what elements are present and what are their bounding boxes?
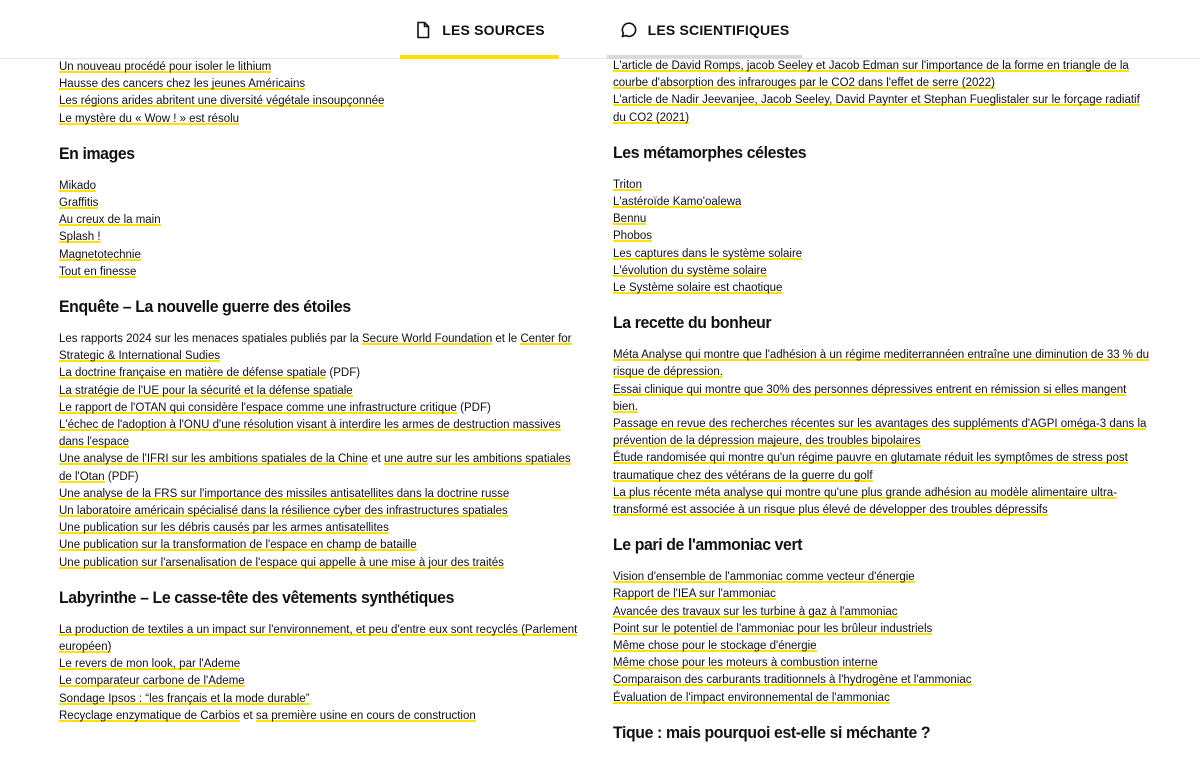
source-link[interactable]: Comparaison des carburants traditionnels à l'hydrogène et l'ammoniac — [613, 674, 972, 687]
chat-bubble-icon — [620, 21, 638, 39]
list-item — [59, 59, 579, 76]
source-link[interactable]: Rapport de l'IEA sur l'ammoniac — [613, 588, 776, 601]
right-column — [613, 58, 1153, 757]
list-item — [613, 690, 1153, 707]
section-heading-tique: Tique : mais pourquoi est-elle si méchante ? — [613, 722, 931, 742]
source-link[interactable]: La plus récente méta analyse qui montre qu'une plus grande adhésion au modèle alimentaire ultra-transformé est associée à un risque plus élevé de développer des troubles dépressifs — [613, 486, 1118, 517]
list-item — [59, 503, 579, 520]
list-item — [59, 247, 579, 264]
source-link[interactable]: Center for Strategic & International Sudies — [59, 333, 572, 363]
list-item — [613, 450, 1153, 484]
source-link[interactable]: Secure World Foundation — [362, 333, 493, 346]
list-item — [59, 691, 579, 708]
text-fragment: et — [239, 709, 256, 722]
list-item — [59, 520, 579, 537]
list-item — [59, 76, 579, 93]
source-link[interactable]: Magnetotechnie — [59, 248, 141, 261]
source-link[interactable]: L'évolution du système solaire — [613, 264, 767, 277]
source-link[interactable]: L'astéroïde Kamo'oalewa — [613, 196, 742, 209]
labyrinthe-list — [59, 622, 579, 725]
list-item — [59, 93, 579, 110]
source-link[interactable]: Le revers de mon look, par l'Ademe — [59, 658, 241, 671]
section-heading-bonheur: La recette du bonheur — [613, 313, 772, 333]
text-fragment: Les rapports 2024 sur les menaces spatiales publiés par la — [59, 333, 363, 346]
list-item — [613, 672, 1153, 689]
tab-scientists[interactable] — [607, 0, 802, 59]
list-item — [613, 569, 1153, 586]
section-heading-ammoniac: Le pari de l'ammoniac vert — [613, 535, 803, 555]
document-icon — [414, 21, 432, 39]
enquete-list — [59, 331, 579, 572]
source-link[interactable]: Une publication sur la transformation de l'espace en champ de bataille — [59, 539, 417, 552]
list-item — [59, 212, 579, 229]
source-link[interactable]: Passage en revue des recherches récentes sur les avantages des suppléments d'AGPI oméga-3 dans la prévention de la dépression majeure, des troubles bipolaires — [613, 418, 1147, 448]
source-link[interactable]: Les régions arides abritent une diversité végétale insoupçonnée — [59, 95, 385, 108]
text-fragment: (PDF) — [326, 367, 361, 380]
source-link[interactable]: L'échec de l'adoption à l'ONU d'une résolution visant à interdire les armes de destruction massives dans l'espace — [59, 419, 561, 449]
list-item — [59, 555, 579, 572]
section-heading-en-images: En images — [59, 143, 135, 163]
source-link[interactable]: Recyclage enzymatique de Carbios — [59, 709, 240, 722]
source-link[interactable]: Même chose pour les moteurs à combustion interne — [613, 657, 878, 670]
source-link[interactable]: Avancée des travaux sur les turbine à gaz à l'ammoniac — [613, 605, 898, 618]
source-link[interactable]: La doctrine française en matière de défense spatiale — [59, 367, 327, 380]
source-link[interactable]: Une analyse de l'IFRI sur les ambitions spatiales de la Chine — [59, 453, 369, 466]
section-heading-labyrinthe: Labyrinthe – Le casse-tête des vêtements synthétiques — [59, 587, 455, 607]
list-item — [59, 451, 579, 485]
list-item — [59, 331, 579, 365]
list-item — [613, 92, 1153, 126]
source-link[interactable]: Le Système solaire est chaotique — [613, 282, 783, 295]
list-item — [613, 638, 1153, 655]
text-fragment: (PDF) — [456, 401, 491, 414]
tab-sources-label: LES SOURCES — [442, 21, 545, 38]
list-item — [613, 416, 1153, 450]
source-link[interactable]: Tout en finesse — [59, 265, 137, 278]
list-item — [613, 382, 1153, 416]
source-link[interactable]: Graffitis — [59, 197, 99, 210]
source-link[interactable]: La production de textiles a un impact sur l'environnement, et peu d'entre eux sont recyclés (Parlement européen) — [59, 623, 578, 654]
source-link[interactable]: L'article de Nadir Jeevanjee, Jacob Seeley, David Paynter et Stephan Fueglistaler sur le forçage radiatif du CO2 (2021) — [613, 94, 1140, 124]
list-item — [59, 417, 579, 451]
list-item — [613, 347, 1153, 381]
list-item — [613, 177, 1153, 194]
tab-sources[interactable] — [400, 0, 559, 59]
source-link[interactable]: une autre sur les ambitions spatiales de l'Otan — [59, 453, 571, 483]
list-item — [59, 111, 579, 128]
section-heading-enquete: Enquête – La nouvelle guerre des étoiles — [59, 297, 351, 317]
list-item — [59, 365, 579, 382]
list-item — [613, 621, 1153, 638]
source-link[interactable]: Une publication sur l'arsenalisation de l'espace qui appelle à une mise à jour des traités — [59, 556, 504, 569]
text-fragment: (PDF) — [104, 470, 139, 483]
list-item — [613, 604, 1153, 621]
left-column — [59, 59, 579, 725]
list-item — [59, 708, 579, 725]
list-item — [59, 537, 579, 554]
source-link[interactable]: sa première usine en cours de construction — [255, 709, 476, 722]
list-item — [613, 228, 1153, 245]
list-item — [59, 622, 579, 656]
list-item — [59, 383, 579, 400]
source-link[interactable]: Splash ! — [59, 231, 101, 244]
list-item — [59, 673, 579, 690]
list-item — [59, 178, 579, 195]
list-item — [613, 194, 1153, 211]
tab-scientists-label: LES SCIENTIFIQUES — [647, 21, 790, 38]
source-link[interactable]: Essai clinique qui montre que 30% des personnes dépressives entrent en rémission si elles mangent bien. — [613, 383, 1127, 413]
list-item — [59, 229, 579, 246]
list-item — [59, 400, 579, 417]
source-link[interactable]: Le mystère du « Wow ! » est résolu — [59, 112, 240, 125]
list-item — [613, 586, 1153, 603]
source-link[interactable]: Un laboratoire américain spécialisé dans la résilience cyber des infrastructures spatiales — [59, 505, 508, 518]
source-link[interactable]: Méta Analyse qui montre que l'adhésion à un régime mediterrannéen entraîne une diminution de 33 % du risque de dépression. — [613, 349, 1150, 379]
ammoniac-list — [613, 569, 1153, 707]
list-item — [613, 246, 1153, 263]
source-link[interactable]: Au creux de la main — [59, 214, 161, 227]
section-heading-metamorphes: Les métamorphes célestes — [613, 142, 807, 162]
metamorphes-list — [613, 177, 1153, 297]
list-item — [59, 656, 579, 673]
source-link[interactable]: Mikado — [59, 179, 97, 192]
top-links-list — [59, 59, 579, 128]
text-fragment: et le — [492, 333, 521, 346]
source-link[interactable]: Même chose pour le stockage d'énergie — [613, 640, 817, 653]
source-link[interactable]: Sondage Ipsos : “les français et la mode durable” — [59, 692, 310, 705]
list-item — [613, 263, 1153, 280]
list-item — [613, 655, 1153, 672]
source-link[interactable]: Bennu — [613, 213, 647, 226]
list-item — [59, 264, 579, 281]
source-link[interactable]: Hausse des cancers chez les jeunes Américains — [59, 78, 306, 91]
en-images-list — [59, 178, 579, 281]
list-item — [613, 211, 1153, 228]
source-link[interactable]: Une analyse de la FRS sur l'importance des missiles antisatellites dans la doctrine russe — [59, 487, 510, 500]
source-link[interactable]: Phobos — [613, 230, 653, 243]
source-link[interactable]: Une publication sur les débris causés par les armes antisatellites — [59, 522, 389, 535]
source-link[interactable]: Les captures dans le système solaire — [613, 247, 803, 260]
source-link[interactable]: Vision d'ensemble de l'ammoniac comme vecteur d'énergie — [613, 571, 915, 584]
source-link[interactable]: Triton — [613, 178, 642, 191]
source-link[interactable]: Point sur le potentiel de l'ammoniac pour les brûleur industriels — [613, 622, 933, 635]
source-link[interactable]: La stratégie de l'UE pour la sécurité et la défense spatiale — [59, 384, 353, 397]
list-item — [613, 58, 1153, 92]
list-item — [613, 485, 1153, 519]
source-link[interactable]: Le rapport de l'OTAN qui considère l'espace comme une infrastructure critique — [59, 401, 457, 414]
text-fragment: et — [368, 453, 385, 466]
tab-bar — [0, 0, 1200, 59]
list-item — [59, 486, 579, 503]
source-link[interactable]: Le comparateur carbone de l'Ademe — [59, 675, 245, 688]
source-link[interactable]: L'article de David Romps, jacob Seeley et Jacob Edman sur l'importance de la forme en triangle de la courbe d'absorption des infrarouges par le CO2 dans l'effet de serre (2022) — [613, 60, 1129, 90]
bonheur-list — [613, 347, 1153, 519]
list-item — [613, 280, 1153, 297]
source-link[interactable]: Un nouveau procédé pour isoler le lithium — [59, 61, 272, 73]
list-item — [59, 195, 579, 212]
source-link[interactable]: Étude randomisée qui montre qu'un régime pauvre en glutamate réduit les symptômes de stress post traumatique chez des vétérans de la guerre du golf — [613, 452, 1128, 482]
top-links-list — [613, 58, 1153, 127]
source-link[interactable]: Évaluation de l'impact environnemental de l'ammoniac — [613, 691, 890, 704]
